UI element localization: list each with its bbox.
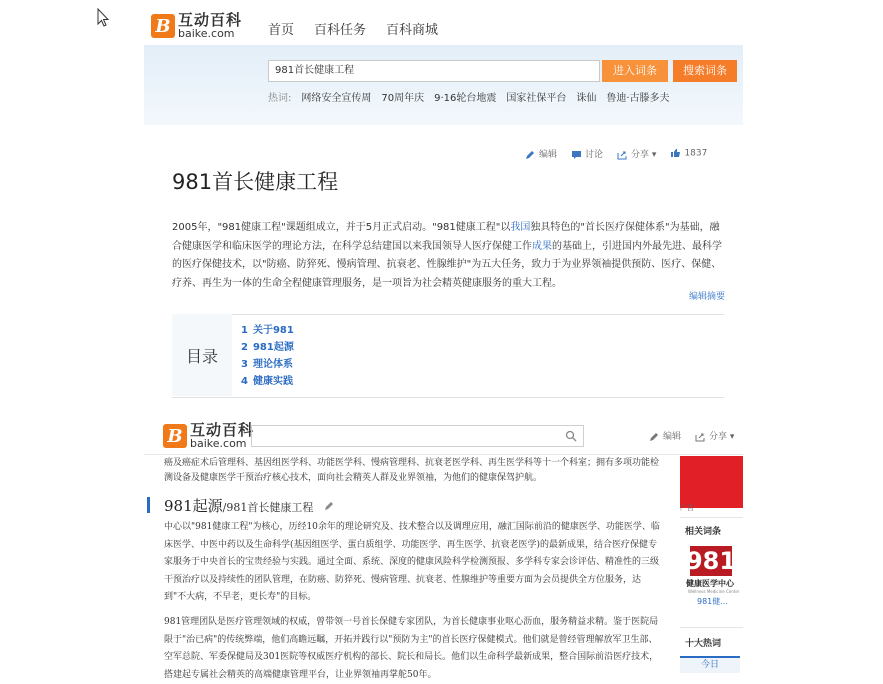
like-button[interactable]: 1837	[670, 148, 707, 159]
hot-word[interactable]: 国家社保平台	[506, 93, 567, 104]
nav-home[interactable]: 首页	[268, 23, 295, 38]
hot-word[interactable]: 鲁迪·古滕多夫	[606, 93, 670, 104]
related-title: 相关词条	[685, 527, 722, 537]
search-band	[144, 45, 743, 125]
hot-word[interactable]: 网络安全宣传周	[301, 93, 372, 104]
search-input[interactable]: 981首长健康工程	[268, 60, 600, 82]
ad-banner[interactable]	[680, 456, 743, 508]
site-logo[interactable]	[151, 13, 242, 39]
hot-word[interactable]: 70周年庆	[381, 93, 425, 104]
top10-title: 十大热词	[685, 639, 722, 649]
pencil-icon	[649, 432, 660, 442]
search-icon[interactable]	[565, 430, 577, 442]
toc-title: 目录	[172, 314, 232, 396]
comment-icon	[571, 150, 582, 160]
summary-link[interactable]: 我国	[510, 222, 531, 233]
section-marker	[147, 497, 150, 513]
site-logo-small[interactable]	[163, 423, 254, 449]
edit-button[interactable]: 编辑	[649, 429, 681, 442]
toc-item[interactable]: 2 981起源	[241, 342, 294, 353]
logo-mark-icon: B	[163, 424, 187, 448]
summary-link[interactable]: 成果	[532, 240, 552, 252]
section-title: 981起源/981首长健康工程	[164, 495, 335, 516]
article-actions	[525, 147, 707, 160]
hot-words	[268, 89, 670, 104]
pencil-icon[interactable]	[324, 501, 335, 511]
nav-mall[interactable]: 百科商城	[386, 23, 439, 38]
hot-word[interactable]: 9·16轮台地震	[434, 93, 497, 104]
sticky-actions	[649, 429, 734, 442]
toc-item[interactable]: 1 关于981	[241, 325, 294, 336]
tab-today[interactable]: 今日	[680, 656, 740, 673]
sticky-search-input[interactable]	[251, 425, 584, 447]
search-entry-button[interactable]: 搜索词条	[673, 60, 737, 82]
center-name: 健康医学中心	[686, 579, 734, 588]
logo-mark-icon: B	[151, 14, 175, 38]
thumbs-up-icon	[670, 148, 681, 158]
center-logo[interactable]: 981	[685, 547, 737, 575]
edit-summary-link[interactable]: 编辑摘要	[689, 292, 726, 302]
divider	[680, 517, 743, 518]
section-paragraph: 981管理团队是医疗管理领域的权威，曾带领一号首长保健专家团队，为首长健康事业呕心沥血，服务精益求精。鉴于医院局限于"治已病"的传统弊端，他们高瞻远瞩，开拓并践行以"预防为主"的首长医疗保健模式。他们就是曾经管理解放军卫生部、空军总院、军委保健局及301医院等权威医疗机构的部长、院长和局长。他们以生命科学最新成果，整合国际前沿医疗技术，搭建起专属社会精英的高端健康管理平台，让业界领袖再掌舵50年。	[164, 617, 659, 680]
share-icon	[617, 150, 628, 160]
article-summary: 2005年，"981健康工程"课题组成立，并于5月正式启动。"981健康工程"以我国独具特色的"首长医疗保健体系"为基础，融合健康医学和临床医学的理论方法，在科学总结建国以来我国领导人医疗保健工作成果的基础上，引进国内外最先进、最科学的医疗保健技术，以"防癌、防猝死、慢病管理、抗衰老、性腺维护"为五大任务，致力于为业界领袖提供预防、医疗、保健、疗养、再生为一体的生命全程健康管理服务，是一项旨为社会精英健康服务的重大工程。	[172, 222, 722, 289]
page-title: 981首长健康工程	[172, 170, 339, 194]
toc-list	[241, 322, 294, 390]
logo-cn: 互动百科	[178, 11, 243, 29]
logo-en: baike.com	[178, 27, 235, 40]
edit-button[interactable]: 编辑	[525, 147, 557, 160]
content-continued: 癌及癌症术后管理科、基因组医学科、功能医学科、慢病管理科、抗衰老医学科、再生医学科等十一个科室；拥有多项功能检测设备及健康医学干预治疗核心技术，面向社会精英人群及业界领袖，为他们的健康保驾护航。	[164, 458, 660, 483]
share-icon	[695, 432, 706, 442]
mouse-cursor-icon	[97, 8, 111, 28]
center-name-en: Wellness Medicine Center	[688, 589, 740, 594]
toc-item[interactable]: 3 理论体系	[241, 359, 293, 370]
ad-label: 广告	[680, 504, 694, 512]
section-paragraph: 中心以"981健康工程"为核心，历经10余年的理论研究及、技术整合以及调理应用，融汇国际前沿的健康医学、功能医学、临床医学、中医中药以及生命科学(基因组医学、蛋白质组学、功能医学、再生医学、抗衰老医学)的最新成果，结合医疗保健专家服务于中央首长的宝贵经验与实践。通过全面、系统、深度的健康风险科学检测预报、多学科专家会诊评估、精准性的三级干预治疗以及持续性的团队管理，在防癌、防猝死、慢病管理、抗衰老、性腺维护等重要方面为会员提供全方位服务，达到"不大病，不早老，更长寿"的目标。	[164, 522, 660, 602]
share-button[interactable]: 分享 ▾	[695, 429, 734, 442]
logo-cn: 互动百科	[190, 421, 255, 439]
pencil-icon	[525, 150, 536, 160]
hot-label: 热词:	[268, 93, 292, 104]
enter-entry-button[interactable]: 进入词条	[602, 60, 668, 82]
nav-tasks[interactable]: 百科任务	[314, 23, 367, 38]
discuss-button[interactable]: 讨论	[571, 147, 603, 160]
hot-word[interactable]: 诛仙	[576, 93, 597, 104]
toc-item[interactable]: 4 健康实践	[241, 376, 293, 387]
divider	[680, 627, 743, 628]
share-button[interactable]: 分享 ▾	[617, 147, 656, 160]
logo-en: baike.com	[190, 437, 247, 450]
main-nav	[268, 19, 438, 38]
related-link[interactable]: 981健...	[697, 597, 728, 606]
